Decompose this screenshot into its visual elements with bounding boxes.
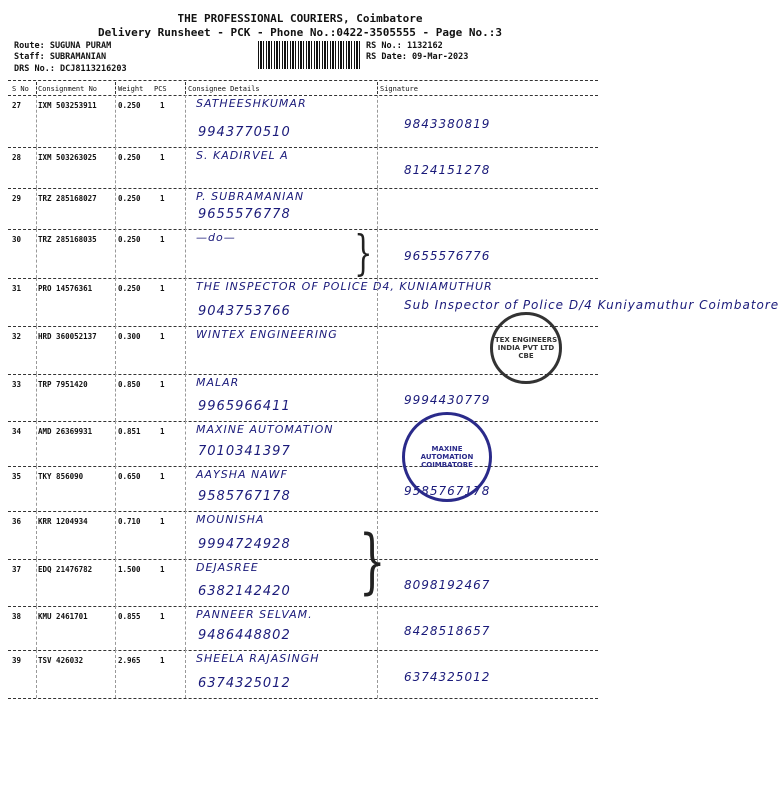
row-consignee-name: SATHEESHKUMAR xyxy=(196,97,307,110)
row-pcs: 1 xyxy=(160,380,165,389)
row-consignee-name: DEJASREE xyxy=(196,561,259,574)
col-sep xyxy=(185,229,186,278)
col-sep xyxy=(377,650,378,698)
col-sep xyxy=(36,466,37,511)
row-signature-note: 6374325012 xyxy=(404,670,491,684)
col-sep xyxy=(185,326,186,374)
staff-label: Staff: SUBRAMANIAN xyxy=(14,52,107,62)
row-signature-note: 9585767178 xyxy=(404,484,491,498)
row-consignee-name: PANNEER SELVAM. xyxy=(196,608,313,621)
col-sep xyxy=(115,147,116,188)
col-sep xyxy=(377,326,378,374)
col-sep xyxy=(115,559,116,606)
row-signature-note: Sub Inspector of Police D/4 Kuniyamuthur Coimbatore xyxy=(404,298,779,312)
col-sep xyxy=(377,147,378,188)
row-weight: 0.650 xyxy=(118,472,141,481)
row-consignee-phone: 9655576778 xyxy=(198,207,291,222)
row-divider xyxy=(8,466,598,467)
row-sno: 29 xyxy=(12,194,22,203)
row-weight: 0.851 xyxy=(118,427,141,436)
row-sno: 36 xyxy=(12,517,22,526)
row-consignment-no: HRD 360052137 xyxy=(38,332,97,341)
col-sep xyxy=(115,278,116,326)
row-consignment-no: KRR 1204934 xyxy=(38,517,88,526)
col-sep xyxy=(185,559,186,606)
row-divider xyxy=(8,698,598,699)
col-sep xyxy=(185,82,186,94)
row-divider xyxy=(8,511,598,512)
row-signature-note: 8098192467 xyxy=(404,578,491,592)
col-sep xyxy=(36,278,37,326)
col-sep xyxy=(36,559,37,606)
col-sep xyxy=(377,374,378,421)
route-label: Route: SUGUNA PURAM xyxy=(14,41,112,51)
col-sep xyxy=(185,466,186,511)
col-sep xyxy=(185,421,186,466)
row-consignee-phone: 9486448802 xyxy=(198,628,291,643)
divider xyxy=(8,95,598,96)
row-consignment-no: AMD 26369931 xyxy=(38,427,93,436)
col-sep xyxy=(377,95,378,147)
col-sep xyxy=(36,421,37,466)
col-sep xyxy=(36,95,37,147)
row-consignment-no: IXM 503253911 xyxy=(38,101,97,110)
col-sep xyxy=(36,82,37,94)
row-weight: 0.855 xyxy=(118,612,141,621)
company-stamp-tex: TEX ENGINEERS INDIA PVT LTD CBE xyxy=(490,312,562,384)
row-sno: 32 xyxy=(12,332,22,341)
col-sep xyxy=(185,95,186,147)
col-sep xyxy=(115,650,116,698)
col-sep xyxy=(377,466,378,511)
row-consignment-no: TKY 856090 xyxy=(38,472,84,481)
col-sep xyxy=(185,511,186,559)
row-pcs: 1 xyxy=(160,284,165,293)
page-title: THE PROFESSIONAL COURIERS, Coimbatore xyxy=(177,12,423,25)
row-weight: 0.250 xyxy=(118,194,141,203)
col-sep xyxy=(185,374,186,421)
col-sep xyxy=(36,511,37,559)
row-consignment-no: TSV 426032 xyxy=(38,656,84,665)
col-sep xyxy=(36,147,37,188)
rs-number: RS No.: 1132162 xyxy=(366,41,443,51)
bracket-mark: } xyxy=(354,225,373,281)
row-sno: 30 xyxy=(12,235,22,244)
row-sno: 37 xyxy=(12,565,22,574)
col-sep xyxy=(377,421,378,466)
row-signature-note: 8428518657 xyxy=(404,624,491,638)
col-header-weight: Weight xyxy=(118,85,144,93)
row-signature-note: 8124151278 xyxy=(404,163,491,177)
col-sep xyxy=(115,82,116,94)
divider xyxy=(8,80,598,81)
row-consignee-phone: 9043753766 xyxy=(198,304,291,319)
col-header-consignment: Consignment No xyxy=(38,85,98,93)
col-sep xyxy=(377,229,378,278)
row-consignee-name: —do— xyxy=(196,231,236,244)
col-sep xyxy=(185,278,186,326)
col-sep xyxy=(115,229,116,278)
row-pcs: 1 xyxy=(160,427,165,436)
col-header-pcs: PCS xyxy=(154,85,167,93)
row-divider xyxy=(8,278,598,279)
row-weight: 0.850 xyxy=(118,380,141,389)
row-sno: 35 xyxy=(12,472,22,481)
row-pcs: 1 xyxy=(160,656,165,665)
row-signature-note: 9843380819 xyxy=(404,117,491,131)
row-sno: 33 xyxy=(12,380,22,389)
row-consignee-phone: 6382142420 xyxy=(198,584,291,599)
col-sep xyxy=(36,374,37,421)
col-header-signature: Signature xyxy=(380,85,418,93)
col-sep xyxy=(36,650,37,698)
row-consignee-name: AAYSHA NAWF xyxy=(196,468,288,481)
col-sep xyxy=(36,326,37,374)
barcode xyxy=(258,41,362,69)
col-sep xyxy=(377,606,378,650)
col-sep xyxy=(115,421,116,466)
col-sep xyxy=(185,147,186,188)
row-sno: 28 xyxy=(12,153,22,162)
col-sep xyxy=(36,606,37,650)
row-consignee-name: P. SUBRAMANIAN xyxy=(196,190,305,203)
row-pcs: 1 xyxy=(160,235,165,244)
row-weight: 0.250 xyxy=(118,235,141,244)
col-sep xyxy=(377,188,378,229)
row-divider xyxy=(8,650,598,651)
row-consignment-no: TRP 7951420 xyxy=(38,380,88,389)
row-consignee-phone: 9965966411 xyxy=(198,399,291,414)
col-sep xyxy=(115,95,116,147)
row-sno: 39 xyxy=(12,656,22,665)
col-header-consignee: Consignee Details xyxy=(188,85,260,93)
row-consignee-phone: 7010341397 xyxy=(198,444,291,459)
row-pcs: 1 xyxy=(160,101,165,110)
company-stamp-maxine: MAXINE AUTOMATION COIMBATORE xyxy=(402,412,492,502)
row-consignee-name: SHEELA RAJASINGH xyxy=(196,652,320,665)
row-consignee-name: MAXINE AUTOMATION xyxy=(196,423,334,436)
col-sep xyxy=(115,466,116,511)
col-sep xyxy=(36,229,37,278)
rs-date: RS Date: 09-Mar-2023 xyxy=(366,52,469,62)
row-consignment-no: EDQ 21476782 xyxy=(38,565,93,574)
row-pcs: 1 xyxy=(160,612,165,621)
row-consignment-no: IXM 503263025 xyxy=(38,153,97,162)
bracket-mark: } xyxy=(358,520,386,602)
row-consignment-no: KMU 2461701 xyxy=(38,612,88,621)
row-pcs: 1 xyxy=(160,472,165,481)
col-sep xyxy=(115,606,116,650)
col-sep xyxy=(377,82,378,94)
col-sep xyxy=(115,374,116,421)
row-weight: 0.250 xyxy=(118,284,141,293)
col-sep xyxy=(36,188,37,229)
row-signature-note: 9994430779 xyxy=(404,393,491,407)
col-sep xyxy=(115,326,116,374)
row-pcs: 1 xyxy=(160,153,165,162)
row-consignment-no: PRO 14576361 xyxy=(38,284,93,293)
col-sep xyxy=(377,278,378,326)
row-consignee-phone: 9994724928 xyxy=(198,537,291,552)
col-sep xyxy=(185,188,186,229)
row-consignee-phone: 9585767178 xyxy=(198,489,291,504)
row-consignment-no: TRZ 285168027 xyxy=(38,194,97,203)
row-sno: 34 xyxy=(12,427,22,436)
row-consignee-name: MALAR xyxy=(196,376,240,389)
col-sep xyxy=(115,188,116,229)
row-sno: 38 xyxy=(12,612,22,621)
row-pcs: 1 xyxy=(160,565,165,574)
row-weight: 0.250 xyxy=(118,153,141,162)
row-sno: 27 xyxy=(12,101,22,110)
row-weight: 0.710 xyxy=(118,517,141,526)
row-consignee-name: THE INSPECTOR OF POLICE D4, KUNIAMUTHUR xyxy=(196,280,493,293)
row-consignee-phone: 6374325012 xyxy=(198,676,291,691)
col-header-sno: S No xyxy=(12,85,29,93)
row-consignee-name: WINTEX ENGINEERING xyxy=(196,328,338,341)
col-sep xyxy=(185,650,186,698)
row-divider xyxy=(8,188,598,189)
row-pcs: 1 xyxy=(160,194,165,203)
row-weight: 2.965 xyxy=(118,656,141,665)
drs-label: DRS No.: DCJ8113216203 xyxy=(14,64,127,74)
row-sno: 31 xyxy=(12,284,22,293)
row-consignment-no: TRZ 285168035 xyxy=(38,235,97,244)
row-weight: 0.250 xyxy=(118,101,141,110)
col-sep xyxy=(185,606,186,650)
row-divider xyxy=(8,147,598,148)
row-consignee-name: S. KADIRVEL A xyxy=(196,149,289,162)
page-subtitle: Delivery Runsheet - PCK - Phone No.:0422-3505555 - Page No.:3 xyxy=(98,26,502,39)
row-pcs: 1 xyxy=(160,517,165,526)
row-divider xyxy=(8,421,598,422)
row-signature-note: 9655576776 xyxy=(404,249,491,263)
row-consignee-name: MOUNISHA xyxy=(196,513,265,526)
row-consignee-phone: 9943770510 xyxy=(198,125,291,140)
row-weight: 0.300 xyxy=(118,332,141,341)
row-divider xyxy=(8,559,598,560)
col-sep xyxy=(115,511,116,559)
row-divider xyxy=(8,229,598,230)
row-pcs: 1 xyxy=(160,332,165,341)
row-weight: 1.500 xyxy=(118,565,141,574)
row-divider xyxy=(8,606,598,607)
